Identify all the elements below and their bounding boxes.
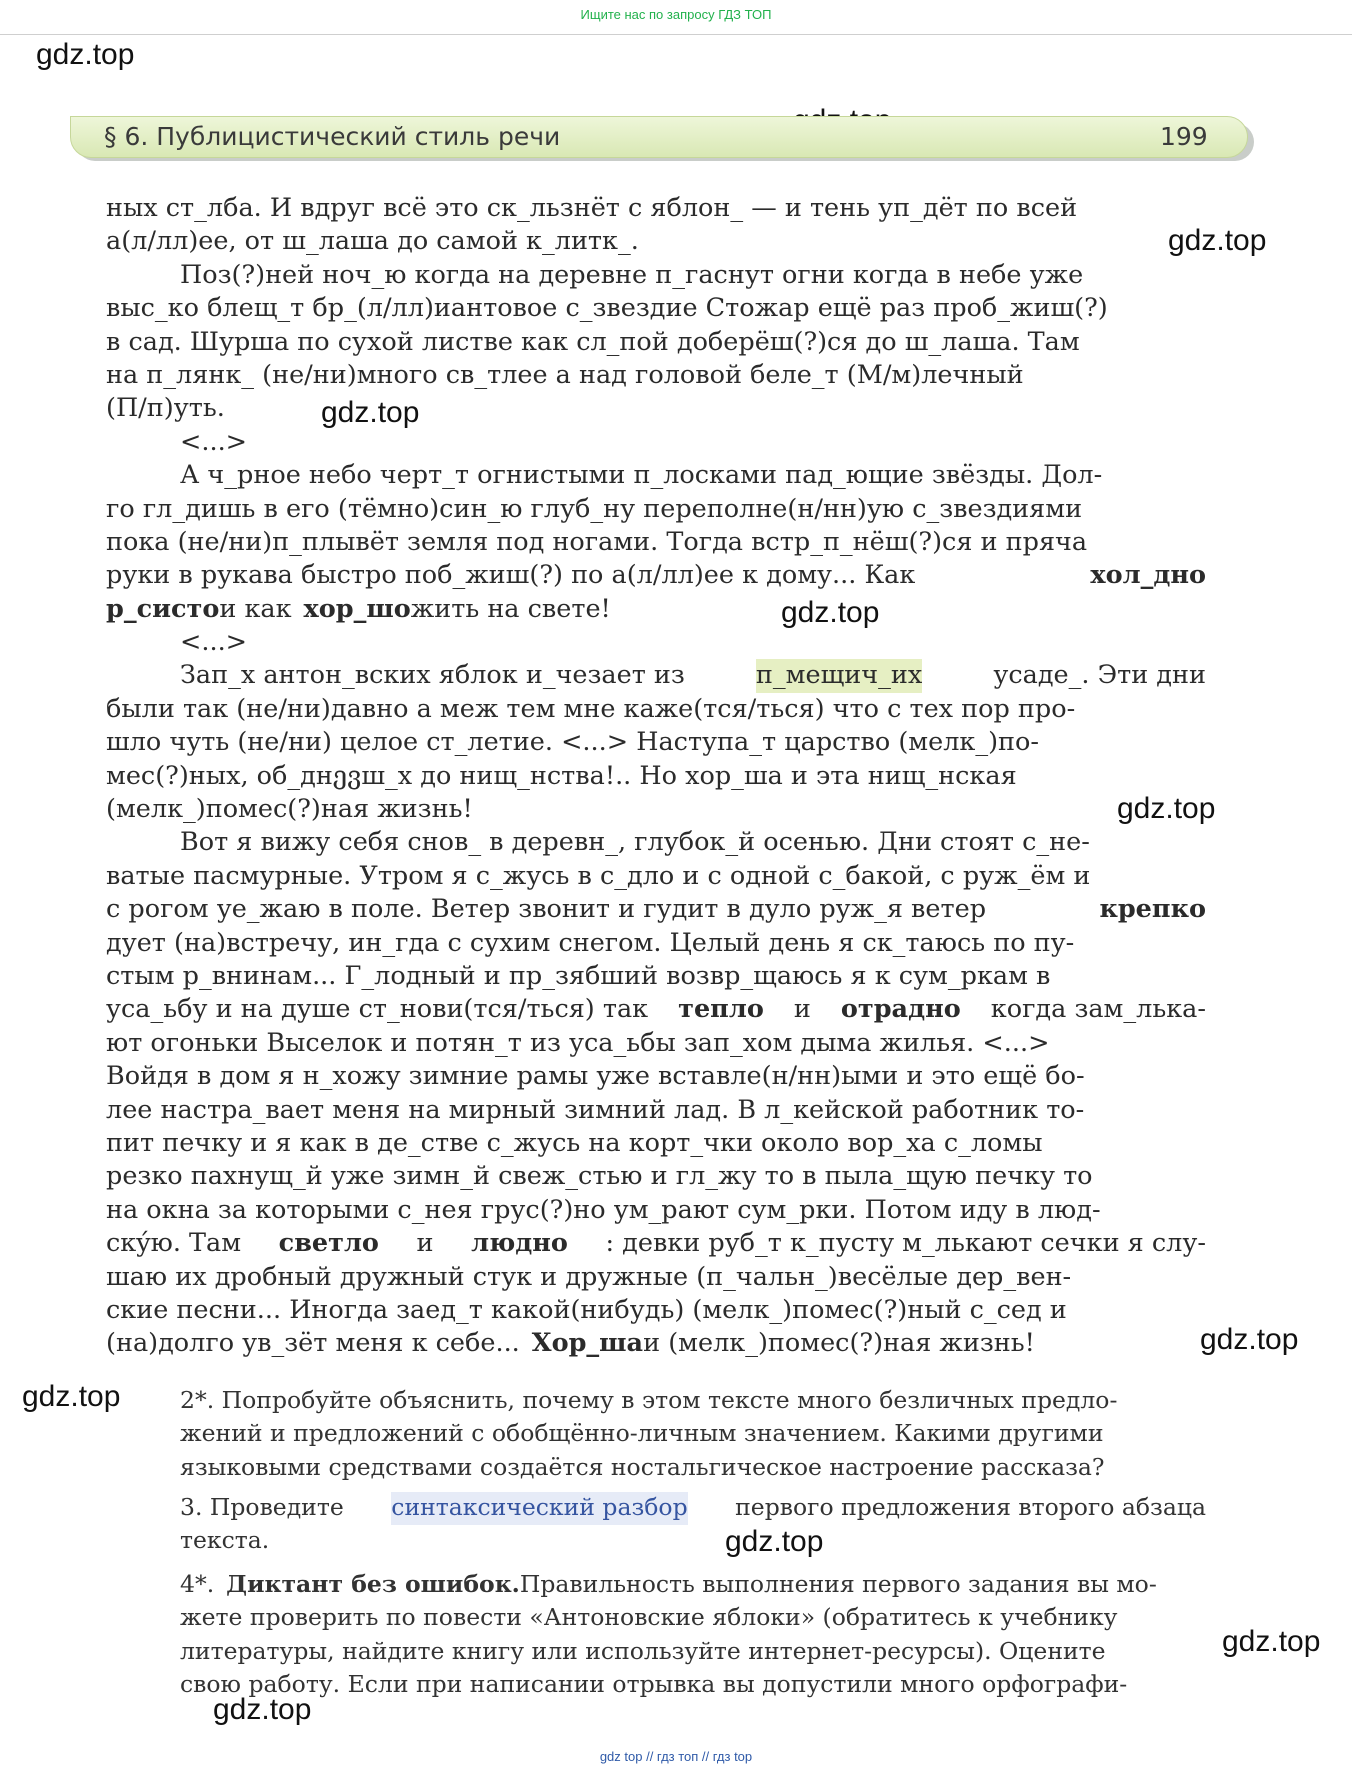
highlighted-word: п_мещич_их <box>756 659 922 692</box>
text-line: шаю их дробный дружный стук и дружные (п_чальн_)весёлые дер_вен- <box>106 1261 1072 1292</box>
text-line: с рогом уе_жаю в поле. Ветер звонит и гудит в дуло руж_я ветер крепко <box>106 894 1206 925</box>
text-line: Войдя в дом я н_хожу зимние рамы уже вставле(н/нн)ыми и это ещё бо- <box>106 1061 1085 1092</box>
ellipsis: <...> <box>180 426 248 457</box>
watermark: gdz.top <box>781 596 880 629</box>
text-line: (на)долго ув_зёт меня к себе... Хор_ша и (мелк_)помес(?)ная жизнь! <box>106 1328 1035 1359</box>
top-banner-text: Ищите нас по запросу ГДЗ ТОП <box>580 7 772 22</box>
exercise-2: 2*. Попробуйте объяснить, почему в этом тексте много безличных предло- жений и предложений с обобщённо-личным значением. Какими другими языковыми средствами создаётся ностальгическое настроение рассказа? <box>180 1386 1118 1481</box>
watermark: gdz.top <box>321 396 420 429</box>
watermark: gdz.top <box>1222 1625 1321 1658</box>
syntax-analysis-link[interactable]: синтаксический разбор <box>391 1492 687 1525</box>
text-line: (мелк_)помес(?)ная жизнь! <box>106 794 473 825</box>
section-title: § 6. Публицистический стиль речи <box>104 122 561 151</box>
text-line: р_систо и как хор_шо жить на свете! <box>106 593 611 624</box>
top-banner <box>0 0 1352 35</box>
text-line: пока (не/ни)п_плывёт земля под ногами. Тогда встр_п_нёш(?)ся и пряча <box>106 526 1088 557</box>
text-line: Поз(?)ней ноч_ю когда на деревне п_гаснут огни когда в небе уже <box>180 259 1084 290</box>
text-line: пит печку и я как в де_стве с_жусь на корт_чки около вор_ха с_ломы <box>106 1127 1043 1158</box>
bottom-links[interactable]: gdz top // гдз топ // гдз top <box>599 1749 753 1764</box>
text-line: на п_лянк_ (не/ни)много св_тлее а над головой беле_т (М/м)лечный <box>106 359 1024 390</box>
text-line: ют огоньки Выселок и потян_т из уса_ьбы зап_хом дыма жилья. <...> <box>106 1027 1050 1058</box>
exercise-3: 3. Проведите синтаксический разбор первого предложения второго абзаца текста. <box>180 1493 1206 1555</box>
watermark: gdz.top <box>213 1693 312 1726</box>
text-line: шло чуть (не/ни) целое ст_летие. <...> Наступа_т царство (мелк_)по- <box>106 727 1040 758</box>
watermark: gdz.top <box>1200 1323 1299 1356</box>
text-line: ных ст_лба. И вдруг всё это ск_льзнёт с яблон_ — и тень уп_дёт по всей <box>106 193 1078 223</box>
text-line: ские песни... Иногда заед_т какой(нибудь) (мелк_)помес(?)ный с_сед и <box>106 1294 1067 1325</box>
text-line: мес(?)ных, об_днევш_х до нищ_нства!.. Но хор_ша и эта нищ_нская <box>106 760 1017 791</box>
text-line: уса_ьбу и на душе ст_нови(тся/ться) так тепло и отрадно когда зам_лька- <box>106 994 1206 1025</box>
text-line: ватые пасмурные. Утром я с_жусь в с_дло и с одной с_бакой, с руж_ём и <box>106 860 1091 891</box>
text-line: а(л/лл)ее, от ш_лаша до самой к_литк_. <box>106 226 639 257</box>
watermark: gdz.top <box>1117 792 1216 825</box>
text-line: стым р_внинам... Г_лодный и пр_зябший возвр_щаюсь я к сум_ркам в <box>106 960 1051 991</box>
text-line: го гл_дишь в его (тёмно)син_ю глуб_ну переполне(н/нн)ую с_звездиями <box>106 493 1083 524</box>
text-line: были так (не/ни)давно а меж тем мне каже(тся/ться) что с тех пор про- <box>106 693 1076 724</box>
exercise-4: 4*. Диктант без ошибок. Правильность выполнения первого задания вы мо- жете проверить по повести «Антоновские яблоки» (обратитесь к учебнику литературы, найдите книгу или используйте интернет-ресурсы). Оцените свою работу. Если при написании отрывка вы допустили много орфографи- <box>180 1570 1157 1699</box>
text-line: Вот я вижу себя снов_ в деревн_, глубок_й осенью. Дни стоят с_не- <box>180 827 1090 858</box>
page-number: 199 <box>1160 122 1208 151</box>
ellipsis: <...> <box>180 627 248 658</box>
watermark: gdz.top <box>725 1525 824 1558</box>
text-line: лее настра_вает меня на мирный зимний лад. В л_кейской работник то- <box>106 1094 1085 1125</box>
text-line: руки в рукава быстро поб_жиш(?) по а(л/лл)ее к дому... Как хол_дно <box>106 560 1206 591</box>
text-line: резко пахнущ_й уже зимн_й свеж_стью и гл_жу то в пыла_щую печку то <box>106 1161 1093 1192</box>
text-line: (П/п)уть. <box>106 393 225 424</box>
watermark: gdz.top <box>1168 224 1267 257</box>
text-line: А ч_рное небо черт_т огнистыми п_лосками пад_ющие звёзды. Дол- <box>180 460 1103 491</box>
watermark: gdz.top <box>22 1380 121 1413</box>
text-line: на окна за которыми с_нея грус(?)но ум_рают сум_рки. Потом иду в люд- <box>106 1194 1101 1225</box>
main-text <box>106 192 1206 1361</box>
text-line: в сад. Шурша по сухой листве как сл_пой доберёш(?)ся до ш_лаша. Там <box>106 326 1080 357</box>
text-line: Зап_х антон_вских яблок и_чезает из п_мещич_их усаде_. Эти дни <box>106 659 1206 692</box>
text-line: выс_ко блещ_т бр_(л/лл)иантовое с_звездие Стожар ещё раз проб_жиш(?) <box>106 293 1108 324</box>
watermark: gdz.top <box>36 38 135 71</box>
text-line: дует (на)встречу, ин_гда с сухим снегом. Целый день я ск_таюсь по пу- <box>106 927 1075 958</box>
text-line: скýю. Там светло и людно : девки руб_т к_пусту м_лькают сечки я слу- <box>106 1228 1206 1259</box>
